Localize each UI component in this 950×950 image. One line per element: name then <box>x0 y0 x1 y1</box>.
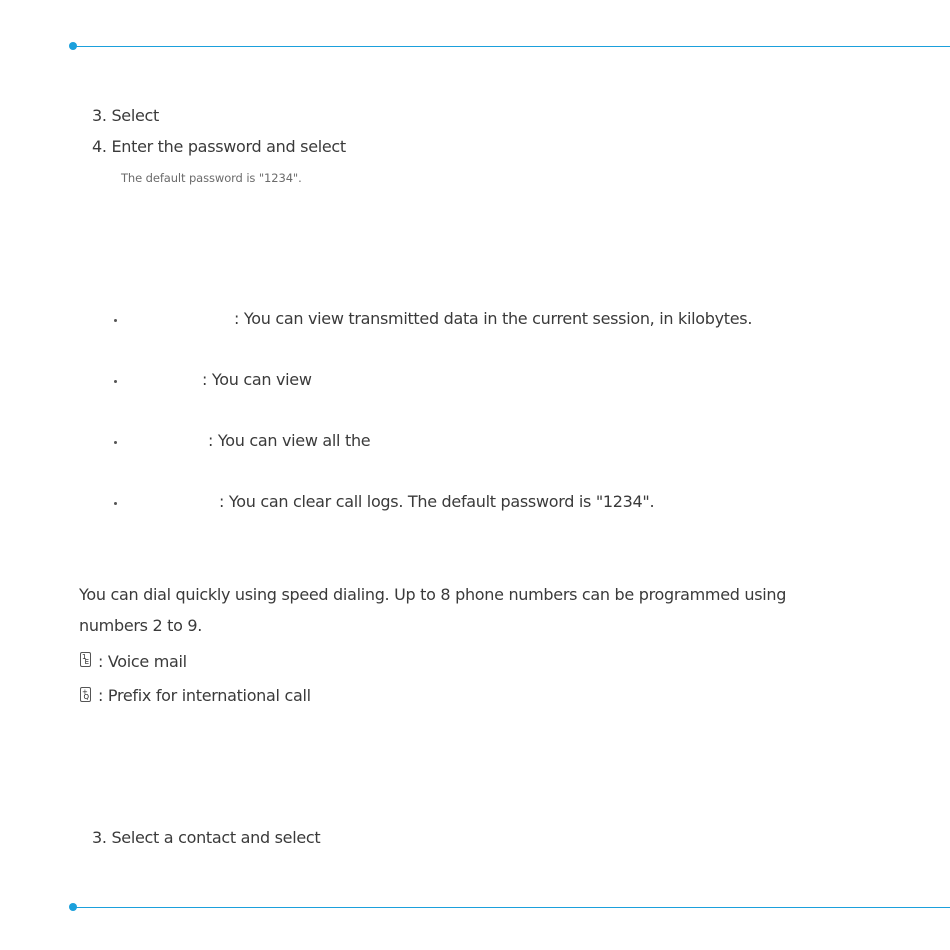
step-4-enter-password: 4. Enter the password and select <box>92 137 346 156</box>
key-1-voicemail-icon: 1 E <box>82 653 89 666</box>
bullet-view-all: : You can view all the <box>208 431 371 450</box>
step-3-select-contact: 3. Select a contact and select <box>92 828 321 847</box>
international-prefix-label: : Prefix for international call <box>98 686 311 705</box>
default-password-note: The default password is "1234". <box>121 171 302 185</box>
voice-mail-label: : Voice mail <box>98 652 187 671</box>
divider-dot <box>69 903 77 911</box>
speed-dial-description-line-1: You can dial quickly using speed dialing. Up to 8 phone numbers can be programmed using <box>79 585 787 604</box>
step-3-select: 3. Select <box>92 106 160 125</box>
bullet-marker <box>114 502 117 505</box>
divider-dot <box>69 42 77 50</box>
bullet-view: : You can view <box>202 370 312 389</box>
bottom-divider <box>74 907 950 908</box>
bullet-marker <box>114 380 117 383</box>
bullet-clear-call-logs: : You can clear call logs. The default password is "1234". <box>219 492 655 511</box>
bullet-marker <box>114 319 117 322</box>
bullet-transmitted-data: : You can view transmitted data in the current session, in kilobytes. <box>234 309 753 328</box>
top-divider <box>74 46 950 47</box>
bullet-marker <box>114 441 117 444</box>
key-plus-q-icon: + Q <box>82 688 89 701</box>
speed-dial-description-line-2: numbers 2 to 9. <box>79 616 203 635</box>
